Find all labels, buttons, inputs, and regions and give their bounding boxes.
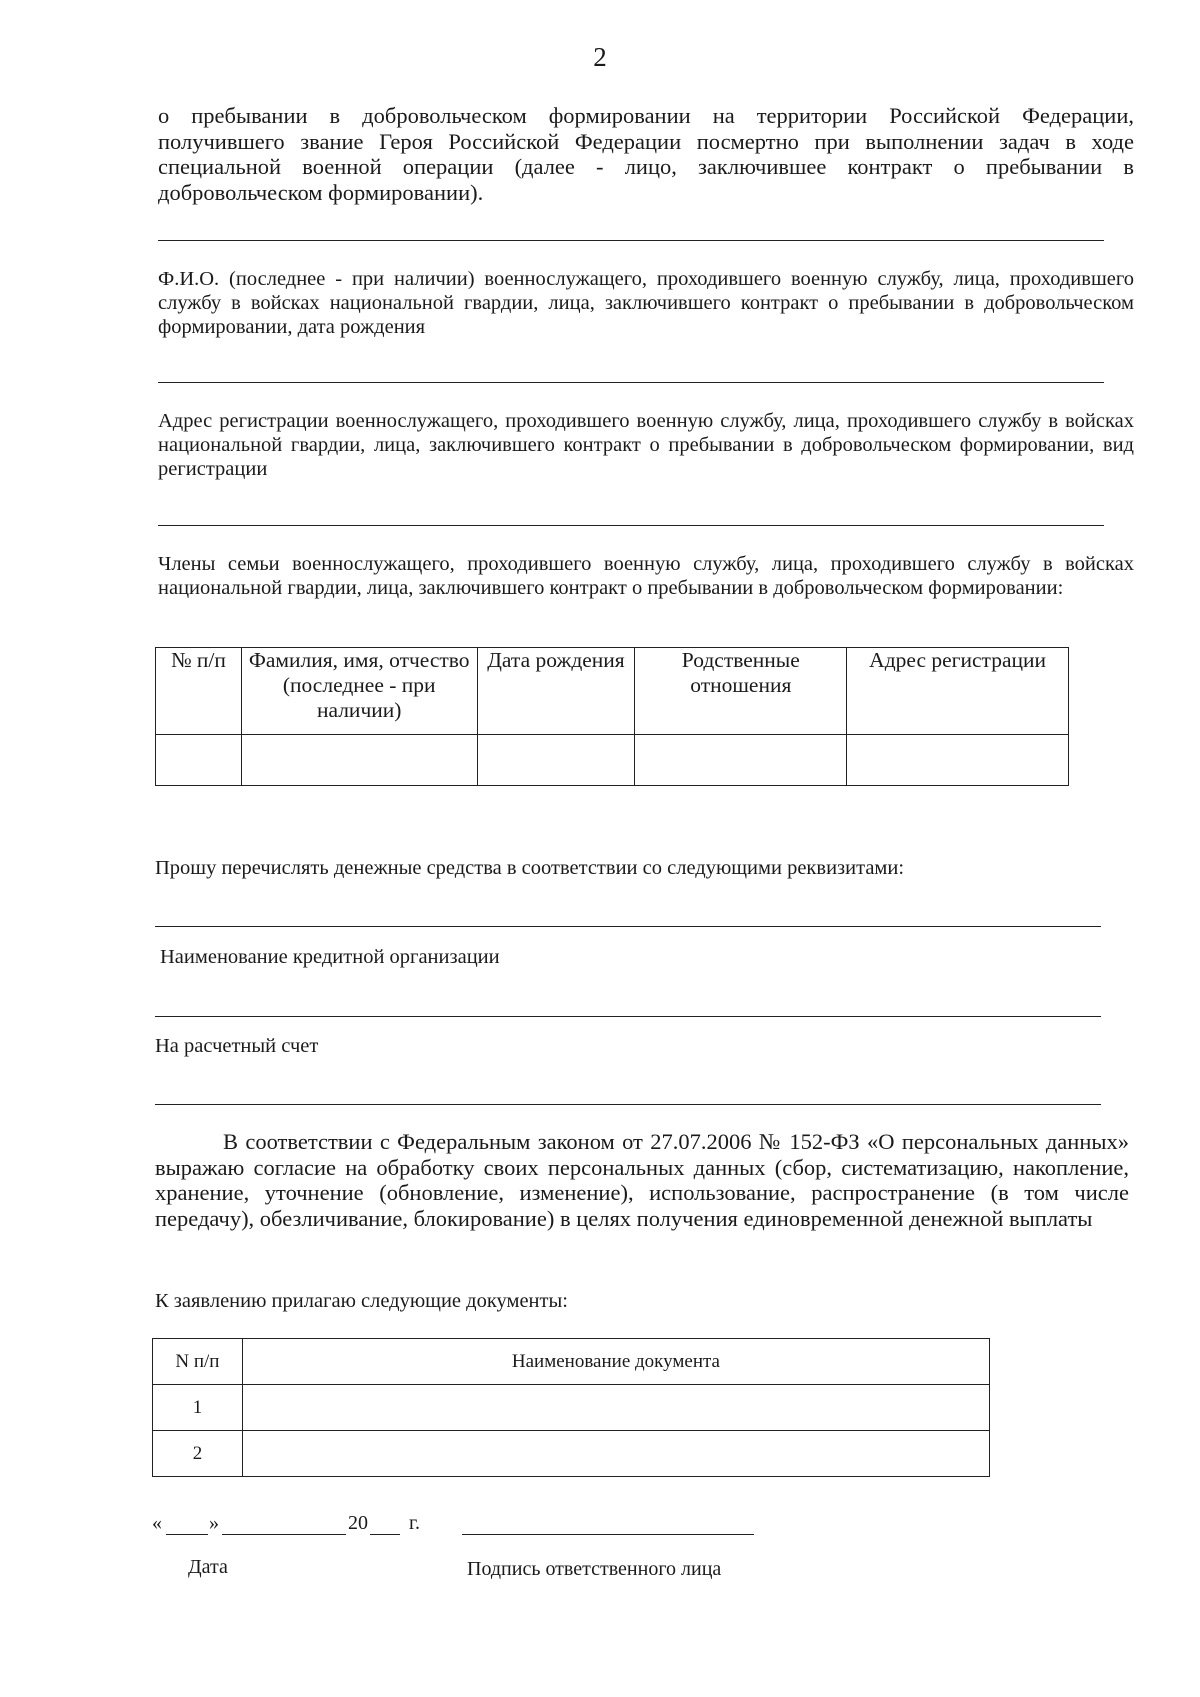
family-cell-full-name[interactable] (241, 735, 477, 786)
date-caption: Дата (188, 1556, 228, 1578)
family-cell-number[interactable] (156, 735, 242, 786)
family-col-birth-date: Дата рождения (477, 648, 635, 735)
family-members-table (155, 647, 1069, 786)
family-col-number: № п/п (156, 648, 242, 735)
family-cell-relation[interactable] (635, 735, 847, 786)
address-label: Адрес регистрации военнослужащего, проходившего военную службу, лица, проходившего службу в войсках национальной гвардии, лица, заключившего контракт о пребывании в добровольческом формировании, вид регистрации (158, 410, 1134, 480)
account-label: На расчетный счет (155, 1035, 319, 1057)
fill-line-fio[interactable] (158, 240, 1104, 241)
date-field[interactable] (152, 1512, 452, 1542)
fio-label: Ф.И.О. (последнее - при наличии) военнослужащего, проходившего военную службу, лица, проходившего службу в войсках национальной гвардии, лица, заключившего контракт о пребывании в добровольческом формировании, дата рождения (158, 268, 1134, 338)
fill-line-family[interactable] (158, 525, 1104, 526)
intro-paragraph: о пребывании в добровольческом формировании на территории Российской Федерации, получившего звание Героя Российской Федерации посмертно при выполнении задач в ходе специальной военной операции (далее - лицо, заключившее контракт о пребывании в добровольческом формировании). (158, 103, 1134, 205)
family-col-address: Адрес регистрации (847, 648, 1069, 735)
documents-table-header-row (153, 1339, 990, 1385)
documents-cell-name[interactable] (242, 1431, 989, 1477)
family-col-full-name: Фамилия, имя, отчество (последнее - при наличии) (241, 648, 477, 735)
signature-caption: Подпись ответственного лица (467, 1558, 722, 1580)
fill-line-account[interactable] (155, 1016, 1101, 1017)
documents-label: К заявлению прилагаю следующие документы: (155, 1290, 568, 1312)
date-day-line[interactable] (166, 1534, 208, 1535)
documents-table-row (153, 1385, 990, 1431)
documents-cell-number: 1 (153, 1385, 243, 1431)
documents-cell-number: 2 (153, 1431, 243, 1477)
date-year-line[interactable] (370, 1534, 400, 1535)
date-year-suffix: г. (409, 1512, 420, 1534)
date-month-line[interactable] (222, 1534, 346, 1535)
fill-line-account-number[interactable] (155, 1104, 1101, 1105)
documents-cell-name[interactable] (242, 1385, 989, 1431)
documents-col-name: Наименование документа (242, 1339, 989, 1385)
family-cell-address[interactable] (847, 735, 1069, 786)
family-label: Члены семьи военнослужащего, проходившего военную службу, лица, проходившего службу в войсках национальной гвардии, лица, заключившего контракт о пребывании в добровольческом формировании: (158, 553, 1134, 599)
date-close-quote: » (209, 1512, 219, 1534)
fill-line-address[interactable] (158, 382, 1104, 383)
family-cell-birth-date[interactable] (477, 735, 635, 786)
page-number: 2 (593, 42, 607, 72)
family-table-row (156, 735, 1069, 786)
date-open-quote: « (152, 1512, 162, 1534)
date-year-prefix: 20 (348, 1512, 368, 1534)
signature-line[interactable] (462, 1534, 754, 1535)
documents-col-number: N п/п (153, 1339, 243, 1385)
documents-table-row (153, 1431, 990, 1477)
documents-table (152, 1338, 990, 1477)
consent-paragraph: В соответствии с Федеральным законом от 27.07.2006 № 152-ФЗ «О персональных данных» выражаю согласие на обработку своих персональных данных (сбор, систематизацию, накопление, хранение, уточнение (обновление, изменение), использование, распространение (в том числе передачу), обезличивание, блокирование) в целях получения единовременной денежной выплаты (155, 1129, 1129, 1231)
bank-label: Наименование кредитной организации (160, 946, 500, 968)
family-col-relation: Родственные отношения (635, 648, 847, 735)
transfer-request-label: Прошу перечислять денежные средства в соответствии со следующими реквизитами: (155, 857, 905, 879)
family-table-header-row (156, 648, 1069, 735)
fill-line-bank[interactable] (155, 926, 1101, 927)
